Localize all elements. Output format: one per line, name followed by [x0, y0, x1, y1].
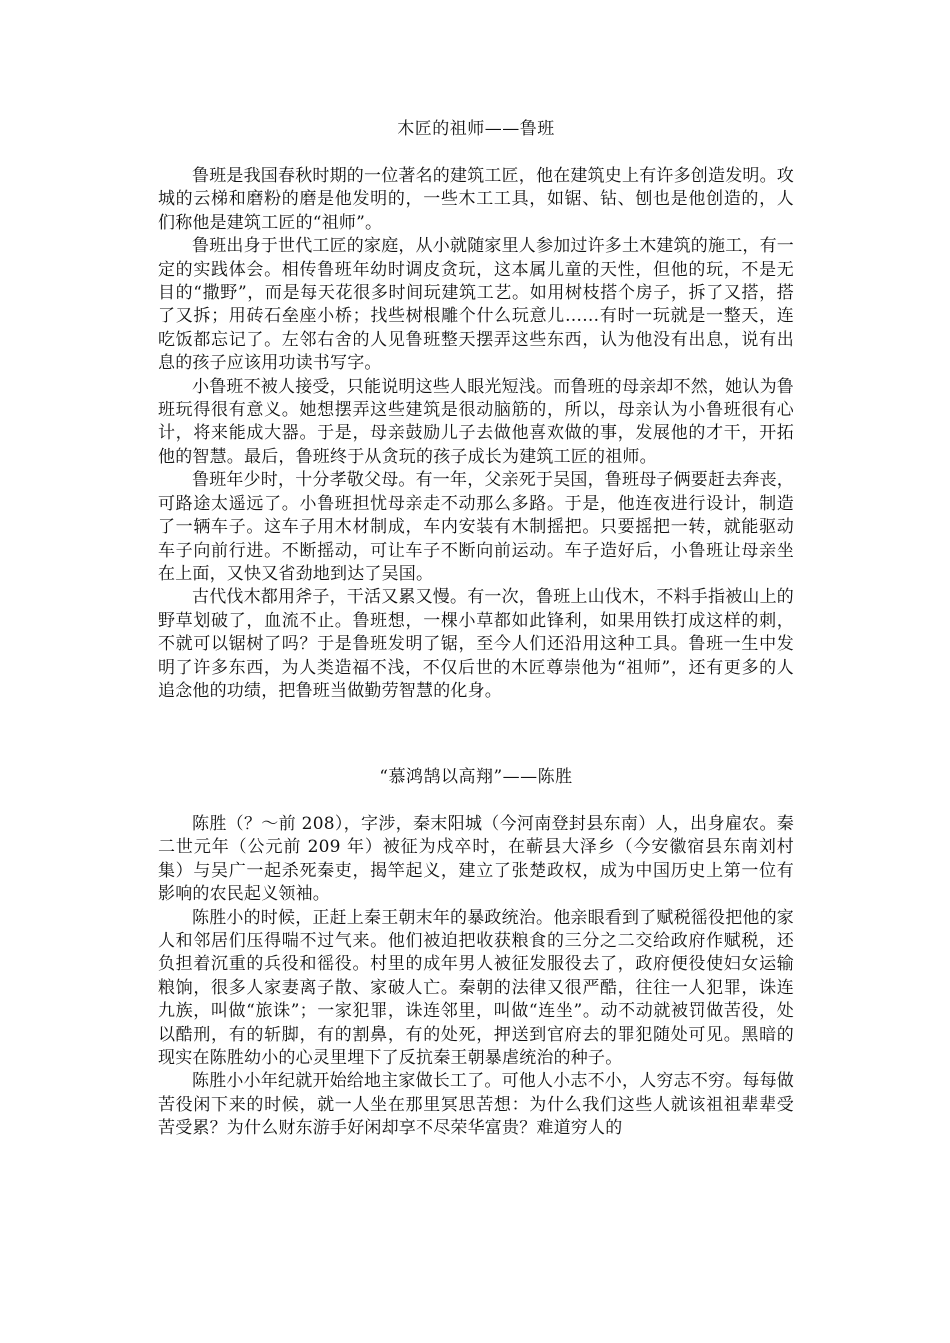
- paragraph: 小鲁班不被人接受，只能说明这些人眼光短浅。而鲁班的母亲却不然，她认为鲁班玩得很有意义。她想摆弄这些建筑是很动脑筋的，所以，母亲认为小鲁班很有心计，将来能成大器。于是，母亲鼓励儿子去做他喜欢做的事，发展他的才干，开拓他的智慧。最后，鲁班终于从贪玩的孩子成长为建筑工匠的祖师。: [158, 376, 794, 467]
- paragraph: 陈胜小小年纪就开始给地主家做长工了。可他人小志不小，人穷志不穷。每每做苦役闲下来的时候，就一人坐在那里冥思苦想：为什么我们这些人就该祖祖辈辈受苦受累？为什么财东游手好闲却享不尽荣华富贵？难道穷人的: [158, 1071, 794, 1139]
- article-title: “慕鸿鹄以高翔”——陈胜: [379, 767, 573, 787]
- paragraph: 陈胜小的时候，正赶上秦王朝末年的暴政统治。他亲眼看到了赋税徭役把他的家人和邻居们压得喘不过气来。他们被迫把收获粮食的三分之二交给政府作赋税，还负担着沉重的兵役和徭役。村里的成年男人被征发服役去了，政府便役使妇女运输粮饷，很多人家妻离子散、家破人亡。秦朝的法律又很严酷，往往一人犯罪，诛连九族，叫做“旅诛”；一家犯罪，诛连邻里，叫做“连坐”。动不动就被罚做苦役，处以酷刑，有的斩脚，有的割鼻，有的处死，押送到官府去的罪犯随处可见。黑暗的现实在陈胜幼小的心灵里埋下了反抗秦王朝暴虐统治的种子。: [158, 907, 794, 1069]
- paragraph: 鲁班出身于世代工匠的家庭，从小就随家里人参加过许多土木建筑的施工，有一定的实践体会。相传鲁班年幼时调皮贪玩，这本属儿童的天性，但他的玩，不是无目的“撒野”，而是每天花很多时间玩建筑工艺。如用树枝搭个房子，拆了又搭，搭了又拆；用砖石垒座小桥；找些树根雕个什么玩意儿……有时一玩就是一整天，连吃饭都忘记了。左邻右舍的人见鲁班整天摆弄这些东西，认为他没有出息，说有出息的孩子应该用功读书写字。: [158, 236, 794, 374]
- paragraph: 古代伐木都用斧子，干活又累又慢。有一次，鲁班上山伐木，不料手指被山上的野草划破了，血流不止。鲁班想，一棵小草都如此锋利，如果用铁打成这样的刺，不就可以锯树了吗？于是鲁班发明了锯，至今人们还沿用这种工具。鲁班一生中发明了许多东西，为人类造福不浅，不仅后世的木匠尊崇他为“祖师”，还有更多的人追念他的功绩，把鲁班当做勤劳智慧的化身。: [158, 587, 794, 701]
- article-title: 木匠的祖师——鲁班: [397, 119, 555, 139]
- article-chen-sheng: [158, 765, 794, 1141]
- article-body: [158, 165, 794, 703]
- paragraph: 鲁班是我国春秋时期的一位著名的建筑工匠，他在建筑史上有许多创造发明。攻城的云梯和磨粉的磨是他发明的，一些木工工具，如锯、钻、刨也是他创造的，人们称他是建筑工匠的“祖师”。: [158, 166, 794, 233]
- paragraph: 陈胜（？～前 208），字涉，秦末阳城（今河南登封县东南）人，出身雇农。秦二世元年（公元前 209 年）被征为戍卒时，在蕲县大泽乡（今安徽宿县东南刘村集）与吴广一起杀死秦吏，揭竿起义，建立了张楚政权，成为中国历史上第一位有影响的农民起义领袖。: [158, 814, 794, 905]
- article-lu-ban: [158, 117, 794, 703]
- article-body: [158, 813, 794, 1141]
- paragraph: 鲁班年少时，十分孝敬父母。有一年，父亲死于吴国，鲁班母子俩要赶去奔丧，可路途太遥远了。小鲁班担忧母亲走不动那么多路。于是，他连夜进行设计，制造了一辆车子。这车子用木材制成，车内安装有木制摇把。只要摇把一转，就能驱动车子向前行进。不断摇动，可让车子不断向前运动。车子造好后，小鲁班让母亲坐在上面，又快又省劲地到达了吴国。: [158, 470, 794, 584]
